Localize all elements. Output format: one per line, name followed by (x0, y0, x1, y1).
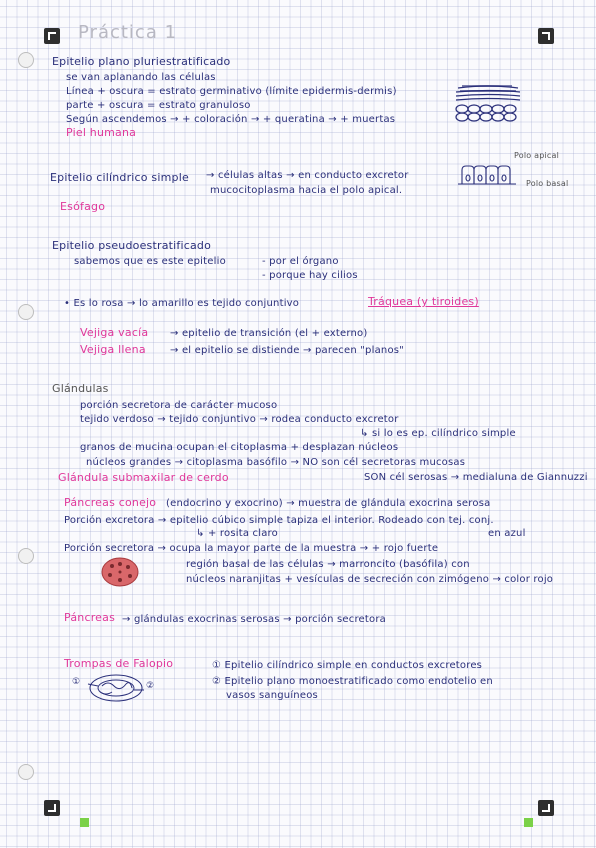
note-line: • Es lo rosa → lo amarillo es tejido conjuntivo (64, 298, 300, 309)
note-line: → epitelio de transición (el + externo) (170, 328, 368, 339)
figure-marker: ② (146, 681, 155, 691)
note-line: tejido verdoso → tejido conjuntivo → rodea conducto excretor (80, 414, 399, 425)
note-line: porción secretora de carácter mucoso (80, 400, 278, 411)
note-line: ↳ si lo es ep. cilíndrico simple (360, 428, 516, 439)
note-line: → células altas → en conducto excretor (206, 170, 409, 181)
corner-mark-top-right-icon (538, 28, 554, 44)
note-line: ② Epitelio plano monoestratificado como endotelio en (212, 676, 493, 687)
note-line: ↳ + rosita claro (196, 528, 278, 539)
label-polo-apical: Polo apical (514, 151, 560, 160)
note-line: → el epitelio se distiende → parecen "planos" (170, 345, 404, 356)
organ-tag: Páncreas conejo (64, 496, 157, 509)
section-heading: Glándulas (52, 382, 109, 395)
note-line: Línea + oscura = estrato germinativo (límite epidermis-dermis) (66, 86, 397, 97)
section-heading: Epitelio pseudoestratificado (52, 239, 212, 252)
organ-tag: Trompas de Falopio (64, 657, 174, 670)
note-line: Porción secretora → ocupa la mayor parte de la muestra → + rojo fuerte (64, 543, 439, 554)
binder-hole-icon (18, 304, 34, 320)
figure-marker: ① (72, 677, 81, 687)
note-line: (endocrino y exocrino) → muestra de glándula exocrina serosa (166, 498, 491, 509)
columnar-epithelium-sketch-icon (456, 162, 518, 188)
organ-tag: Vejiga vacía (80, 326, 149, 339)
note-line: sabemos que es este epitelio (74, 256, 226, 267)
green-square-left-icon (80, 818, 89, 827)
acinus-sketch-icon (100, 556, 140, 588)
organ-tag: Esófago (60, 200, 106, 213)
organ-tag: Páncreas (64, 611, 116, 624)
note-line: SON cél serosas → medialuna de Giannuzzi (364, 472, 588, 483)
note-line: se van aplanando las células (66, 72, 216, 83)
note-line: mucocitoplasma hacia el polo apical. (210, 185, 403, 196)
section-heading: Epitelio cilíndrico simple (50, 171, 189, 184)
organ-tag: Tráquea (y tiroides) (368, 295, 479, 308)
note-line: ① Epitelio cilíndrico simple en conductos excretores (212, 660, 483, 671)
organ-tag: Piel humana (66, 126, 137, 139)
note-line: - porque hay cilios (262, 270, 358, 281)
note-line: granos de mucina ocupan el citoplasma + desplazan núcleos (80, 442, 399, 453)
note-line: en azul (488, 528, 526, 539)
page-title: Práctica 1 (78, 22, 178, 43)
green-square-right-icon (524, 818, 533, 827)
binder-hole-icon (18, 548, 34, 564)
section-heading: Epitelio plano pluriestratificado (52, 55, 231, 68)
corner-mark-top-left-icon (44, 28, 60, 44)
organ-tag: Glándula submaxilar de cerdo (58, 471, 229, 484)
note-line: - por el órgano (262, 256, 339, 267)
label-polo-basal: Polo basal (526, 179, 569, 188)
note-line: núcleos grandes → citoplasma basófilo → NO son cél secretoras mucosas (86, 457, 466, 468)
binder-hole-icon (18, 764, 34, 780)
stratified-epithelium-sketch-icon (452, 84, 524, 124)
note-line: Porción excretora → epitelio cúbico simple tapiza el interior. Rodeado con tej. conj. (64, 515, 494, 526)
note-line: → glándulas exocrinas serosas → porción secretora (122, 614, 386, 625)
note-line: núcleos naranjitas + vesículas de secreción con zimógeno → color rojo (186, 574, 554, 585)
corner-mark-bottom-left-icon (44, 800, 60, 816)
organ-tag: Vejiga llena (80, 343, 146, 356)
note-line: región basal de las células → marroncito (basófila) con (186, 559, 470, 570)
note-line: Según ascendemos → + coloración → + queratina → + muertas (66, 114, 396, 125)
note-line: vasos sanguíneos (226, 690, 318, 701)
corner-mark-bottom-right-icon (538, 800, 554, 816)
note-line: parte + oscura = estrato granuloso (66, 100, 251, 111)
binder-hole-icon (18, 52, 34, 68)
